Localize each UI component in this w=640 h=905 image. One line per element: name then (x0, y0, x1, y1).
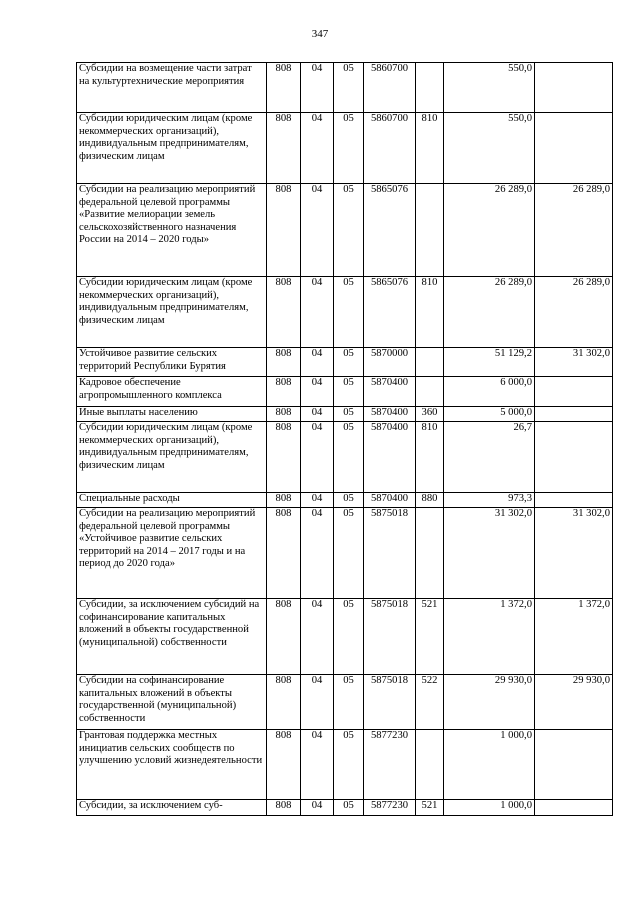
row-pr: 05 (334, 675, 364, 730)
row-gr: 808 (267, 675, 301, 730)
row-csr: 5875018 (364, 675, 416, 730)
row-gr: 808 (267, 184, 301, 277)
row-name: Субсидии юридическим лицам (кроме некоммерческих организаций), индивидуальным предпринимателям, физическим лицам (77, 113, 267, 184)
row-csr: 5870400 (364, 407, 416, 422)
row-name: Иные выплаты населению (77, 407, 267, 422)
row-vr (416, 63, 444, 113)
row-name: Грантовая поддержка местных инициатив сельских сообществ по улучшению условий жизнедеятельности (77, 730, 267, 800)
row-gr: 808 (267, 422, 301, 493)
row-sum-2: 26 289,0 (535, 277, 613, 348)
row-vr: 521 (416, 800, 444, 816)
table-row (77, 113, 613, 184)
row-rz: 04 (301, 675, 334, 730)
row-sum: 51 129,2 (444, 348, 535, 377)
row-gr: 808 (267, 277, 301, 348)
row-sum-2: 29 930,0 (535, 675, 613, 730)
row-sum: 550,0 (444, 63, 535, 113)
row-sum-2 (535, 422, 613, 493)
row-sum: 1 372,0 (444, 599, 535, 675)
page-number: 347 (311, 28, 329, 40)
row-pr: 05 (334, 113, 364, 184)
row-name: Субсидии на софинансирование капитальных вложений в объекты государственной (муниципальной) собственности (77, 675, 267, 730)
table-row (77, 407, 613, 422)
row-sum-2: 31 302,0 (535, 348, 613, 377)
row-csr: 5860700 (364, 113, 416, 184)
row-name: Устойчивое развитие сельских территорий Республики Бурятия (77, 348, 267, 377)
row-vr: 810 (416, 113, 444, 184)
row-sum-2 (535, 493, 613, 508)
row-rz: 04 (301, 348, 334, 377)
table-row (77, 277, 613, 348)
row-gr: 808 (267, 377, 301, 407)
row-sum: 26,7 (444, 422, 535, 493)
row-name: Специальные расходы (77, 493, 267, 508)
row-sum-2 (535, 730, 613, 800)
row-sum: 550,0 (444, 113, 535, 184)
row-sum-2 (535, 63, 613, 113)
row-rz: 04 (301, 508, 334, 599)
table-row (77, 422, 613, 493)
row-sum: 6 000,0 (444, 377, 535, 407)
row-vr: 360 (416, 407, 444, 422)
table-row (77, 63, 613, 113)
row-pr: 05 (334, 348, 364, 377)
table-row (77, 508, 613, 599)
row-sum: 26 289,0 (444, 184, 535, 277)
table-row (77, 184, 613, 277)
row-sum-2 (535, 800, 613, 816)
row-pr: 05 (334, 422, 364, 493)
row-pr: 05 (334, 377, 364, 407)
row-name: Кадровое обеспечение агропромышленного комплекса (77, 377, 267, 407)
row-vr (416, 730, 444, 800)
row-rz: 04 (301, 493, 334, 508)
row-name: Субсидии юридическим лицам (кроме некоммерческих организаций), индивидуальным предпринимателям, физическим лицам (77, 422, 267, 493)
row-gr: 808 (267, 599, 301, 675)
row-vr: 810 (416, 277, 444, 348)
row-pr: 05 (334, 493, 364, 508)
row-rz: 04 (301, 800, 334, 816)
row-name: Субсидии на реализацию мероприятий федеральной целевой программы «Устойчивое развитие сельских территорий на 2014 – 2017 годы и на период до 2020 года» (77, 508, 267, 599)
row-csr: 5870000 (364, 348, 416, 377)
row-vr (416, 184, 444, 277)
row-rz: 04 (301, 277, 334, 348)
row-sum-2 (535, 377, 613, 407)
row-vr: 880 (416, 493, 444, 508)
row-csr: 5865076 (364, 277, 416, 348)
row-gr: 808 (267, 113, 301, 184)
row-csr: 5870400 (364, 422, 416, 493)
row-gr: 808 (267, 348, 301, 377)
row-csr: 5877230 (364, 730, 416, 800)
row-sum-2: 26 289,0 (535, 184, 613, 277)
row-name: Субсидии на возмещение части затрат на культуртехнические мероприятия (77, 63, 267, 113)
budget-table (76, 62, 613, 816)
row-gr: 808 (267, 508, 301, 599)
row-csr: 5877230 (364, 800, 416, 816)
row-vr: 810 (416, 422, 444, 493)
row-sum: 29 930,0 (444, 675, 535, 730)
row-gr: 808 (267, 730, 301, 800)
row-gr: 808 (267, 800, 301, 816)
row-name: Субсидии, за исключением суб- (77, 800, 267, 816)
table-row (77, 599, 613, 675)
row-sum: 31 302,0 (444, 508, 535, 599)
row-rz: 04 (301, 599, 334, 675)
row-pr: 05 (334, 63, 364, 113)
row-sum: 5 000,0 (444, 407, 535, 422)
row-csr: 5875018 (364, 599, 416, 675)
table-row (77, 348, 613, 377)
table-row (77, 675, 613, 730)
row-rz: 04 (301, 63, 334, 113)
row-pr: 05 (334, 184, 364, 277)
row-sum: 1 000,0 (444, 800, 535, 816)
row-vr (416, 508, 444, 599)
row-sum-2 (535, 407, 613, 422)
row-pr: 05 (334, 508, 364, 599)
row-csr: 5865076 (364, 184, 416, 277)
row-rz: 04 (301, 184, 334, 277)
row-vr (416, 348, 444, 377)
row-csr: 5870400 (364, 493, 416, 508)
row-sum-2 (535, 113, 613, 184)
row-name: Субсидии на реализацию мероприятий федеральной целевой программы «Развитие мелиорации земель сельскохозяйственного назначения России на 2014 – 2020 годы» (77, 184, 267, 277)
row-sum-2: 31 302,0 (535, 508, 613, 599)
table-row (77, 493, 613, 508)
row-vr: 521 (416, 599, 444, 675)
row-pr: 05 (334, 277, 364, 348)
row-name: Субсидии, за исключением субсидий на софинансирование капитальных вложений в объекты государственной (муниципальной) собственности (77, 599, 267, 675)
row-pr: 05 (334, 407, 364, 422)
row-vr (416, 377, 444, 407)
row-vr: 522 (416, 675, 444, 730)
row-rz: 04 (301, 113, 334, 184)
row-name: Субсидии юридическим лицам (кроме некоммерческих организаций), индивидуальным предпринимателям, физическим лицам (77, 277, 267, 348)
row-pr: 05 (334, 730, 364, 800)
row-gr: 808 (267, 493, 301, 508)
row-csr: 5860700 (364, 63, 416, 113)
row-sum-2: 1 372,0 (535, 599, 613, 675)
row-sum: 1 000,0 (444, 730, 535, 800)
row-csr: 5875018 (364, 508, 416, 599)
row-sum: 973,3 (444, 493, 535, 508)
table-row (77, 800, 613, 816)
table-row (77, 730, 613, 800)
row-rz: 04 (301, 407, 334, 422)
row-csr: 5870400 (364, 377, 416, 407)
row-rz: 04 (301, 377, 334, 407)
row-pr: 05 (334, 599, 364, 675)
row-sum: 26 289,0 (444, 277, 535, 348)
table-row (77, 377, 613, 407)
row-pr: 05 (334, 800, 364, 816)
row-gr: 808 (267, 63, 301, 113)
row-rz: 04 (301, 422, 334, 493)
row-gr: 808 (267, 407, 301, 422)
row-rz: 04 (301, 730, 334, 800)
